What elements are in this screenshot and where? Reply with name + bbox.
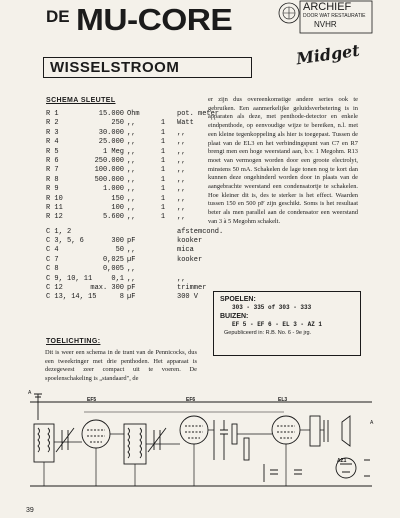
parts-row bbox=[46, 265, 208, 274]
parts-row bbox=[46, 227, 224, 237]
parts-designator: C 1, 2 bbox=[46, 227, 72, 236]
parts-designator: R 2 bbox=[46, 119, 59, 128]
notes-title: TOELICHTING: bbox=[46, 338, 101, 345]
parts-value: 250.000 bbox=[94, 156, 124, 165]
parts-watt: 1 bbox=[160, 213, 166, 222]
parts-row bbox=[46, 204, 208, 213]
parts-designator: C 3, 5, 6 bbox=[46, 237, 84, 246]
tube-label-ef5: EF5 bbox=[87, 397, 97, 403]
parts-type: afstemcond. bbox=[177, 227, 224, 236]
parts-designator: R 7 bbox=[46, 166, 59, 175]
parts-value: 25.000 bbox=[98, 138, 124, 147]
parts-unit: ,, bbox=[127, 138, 136, 147]
parts-unit: ,, bbox=[127, 274, 136, 283]
parts-unit: ,, bbox=[127, 119, 136, 128]
parts-unit: ,, bbox=[127, 246, 136, 255]
handwritten-note: Midget bbox=[294, 40, 361, 69]
parts-designator: C 12 bbox=[46, 284, 63, 293]
antenna-label: A bbox=[28, 390, 32, 396]
parts-watt: 1 bbox=[160, 185, 166, 194]
parts-type: kooker bbox=[177, 237, 203, 246]
parts-designator: R 4 bbox=[46, 138, 59, 147]
parts-unit: Ohm bbox=[127, 110, 140, 118]
parts-watt: 1 bbox=[160, 175, 166, 184]
parts-row bbox=[46, 213, 208, 222]
stamp-title: ARCHIEF bbox=[303, 1, 352, 13]
parts-value: 250 bbox=[111, 119, 124, 128]
parts-type: 300 V bbox=[177, 293, 199, 302]
parts-value: 0,025 bbox=[102, 255, 124, 264]
parts-watt bbox=[151, 110, 175, 119]
parts-row bbox=[46, 119, 208, 128]
parts-unit: ,, bbox=[127, 185, 136, 194]
parts-unit: ,, bbox=[127, 128, 136, 137]
parts-type: ,, bbox=[177, 138, 186, 147]
notes-text: Dit is weer een schema in de trant van de Pennicocks, dus een tweekringer met drie penthoden. Het apparaat is dezegewest zeer compact uit te voeren. De spoelenschakeling is „standaard", de bbox=[45, 349, 197, 383]
parts-value: 100.000 bbox=[94, 166, 124, 175]
parts-value: 300 bbox=[111, 237, 124, 246]
parts-watt: 1 bbox=[160, 138, 166, 147]
parts-type: ,, bbox=[177, 175, 186, 184]
parts-unit: ,, bbox=[127, 194, 136, 203]
parts-row bbox=[46, 148, 208, 157]
parts-row bbox=[46, 284, 208, 293]
publication-note: Gepubliceerd in: R.B. No. 6 - 9e jrg. bbox=[224, 330, 312, 336]
parts-value: 0,1 bbox=[111, 274, 124, 283]
parts-unit: ,, bbox=[127, 156, 136, 165]
brand-title: MU-CORE bbox=[76, 2, 233, 37]
earth-label: A bbox=[370, 420, 374, 426]
parts-value: 150 bbox=[111, 194, 124, 203]
parts-unit: ,, bbox=[127, 147, 136, 156]
parts-type: ,, bbox=[177, 166, 186, 175]
tubes-value: EF 5 - EF 6 - EL 3 - AZ 1 bbox=[232, 321, 323, 328]
parts-designator: R 8 bbox=[46, 175, 59, 184]
parts-unit: pF bbox=[127, 237, 136, 246]
parts-type: ,, bbox=[177, 194, 186, 203]
parts-value: 1 Meg bbox=[102, 147, 124, 156]
parts-list-title: SCHEMA SLEUTEL bbox=[46, 97, 116, 104]
spec-box bbox=[213, 291, 361, 356]
parts-type: ,, bbox=[177, 147, 186, 156]
tube-label-ef6: EF6 bbox=[186, 397, 196, 403]
coils-label: SPOELEN: bbox=[220, 296, 256, 303]
parts-row bbox=[46, 176, 208, 185]
circuit-schematic bbox=[24, 390, 378, 500]
parts-type: ,, bbox=[177, 156, 186, 165]
parts-unit: ,, bbox=[127, 203, 136, 212]
parts-watt: 1 bbox=[160, 194, 166, 203]
parts-designator: R 1 bbox=[46, 110, 59, 118]
parts-type: Watt bbox=[177, 119, 194, 128]
parts-value: 1.000 bbox=[102, 185, 124, 194]
parts-designator: R 11 bbox=[46, 203, 63, 212]
parts-watt bbox=[151, 293, 175, 302]
parts-watt bbox=[151, 246, 175, 255]
parts-unit: pF bbox=[127, 284, 136, 293]
coils-value: 303 - 335 of 303 - 333 bbox=[232, 304, 312, 311]
parts-designator: C 4 bbox=[46, 246, 59, 255]
parts-type: pot. meter bbox=[177, 110, 220, 118]
parts-watt: 1 bbox=[160, 147, 166, 156]
parts-unit: ,, bbox=[127, 166, 136, 175]
parts-designator: R 6 bbox=[46, 156, 59, 165]
parts-value: 30.000 bbox=[98, 128, 124, 137]
parts-designator: C 7 bbox=[46, 255, 59, 264]
parts-unit: ,, bbox=[127, 265, 136, 274]
parts-type: trimmer bbox=[177, 284, 207, 293]
parts-watt: 1 bbox=[160, 128, 166, 137]
parts-row bbox=[46, 110, 220, 119]
parts-watt: 1 bbox=[160, 166, 166, 175]
parts-designator: C 13, 14, 15 bbox=[46, 293, 97, 302]
parts-value: 500.000 bbox=[94, 175, 124, 184]
parts-value bbox=[78, 228, 124, 237]
stamp-line2: NVHR bbox=[314, 20, 337, 29]
parts-value: 8 bbox=[119, 293, 124, 302]
parts-unit: ,, bbox=[127, 213, 136, 222]
parts-value: 50 bbox=[115, 246, 124, 255]
parts-watt bbox=[151, 284, 175, 293]
parts-designator: C 9, 10, 11 bbox=[46, 274, 93, 283]
tube-label-el3: EL3 bbox=[278, 397, 288, 403]
parts-type: mica bbox=[177, 246, 194, 255]
parts-list bbox=[46, 110, 224, 303]
parts-designator: R 3 bbox=[46, 128, 59, 137]
parts-unit bbox=[124, 228, 151, 237]
parts-value: 15.000 bbox=[98, 110, 124, 118]
parts-row bbox=[46, 157, 208, 166]
description-text: er zijn dus overeenkomstige andere series ook te gebruiken. Een aanmerkelijke geluidsverbetering is in apparaten als deze, met penthode-detector en enkele eindpenthode, op eenvoudige wijze te bereiken, n.l. met een kleine tegenkoppeling als hier is toegepast. Tussen de plaat van de EL3 en het verbindingspunt van C7 en R7 brengt men een hoge weerstand aan, b.v. 1 Megohm. R13 moet van vermogen worden door een groote electrolyt, minstens 50 mA. Schakelen de lage tonen nog te kort dan kunnen deze ongehinderd worden door in plaats van de aangebrachte weerstand een condensatortje te schakelen. Hoe kleiner dit is, des te sterker is het effect. Waarden tussen 150 en 500 pF zijn geschikt. Soms is het resultaat beter als men parallel aan de condensator een weerstand van 3 à 5 Megohm schakelt. bbox=[208, 96, 358, 225]
parts-designator: R 12 bbox=[46, 213, 63, 222]
parts-watt bbox=[151, 275, 175, 284]
parts-watt: 1 bbox=[160, 119, 166, 128]
parts-type: ,, bbox=[177, 185, 186, 194]
parts-row bbox=[46, 195, 208, 204]
parts-unit: µF bbox=[127, 293, 136, 302]
page-number: 39 bbox=[26, 507, 34, 514]
parts-watt bbox=[151, 237, 175, 246]
stamp-line1: DOOR WAT RESTAURATIE bbox=[303, 13, 366, 19]
parts-row bbox=[46, 275, 208, 284]
parts-type bbox=[175, 265, 208, 274]
parts-type: ,, bbox=[177, 274, 186, 283]
parts-designator: R 10 bbox=[46, 194, 63, 203]
parts-type: ,, bbox=[177, 213, 186, 222]
parts-value: 5.600 bbox=[102, 213, 124, 222]
parts-type: ,, bbox=[177, 128, 186, 137]
parts-value: max. 300 bbox=[90, 284, 124, 293]
parts-type: ,, bbox=[177, 203, 186, 212]
parts-row bbox=[46, 246, 208, 255]
parts-row bbox=[46, 185, 208, 194]
parts-unit: ,, bbox=[127, 175, 136, 184]
parts-row bbox=[46, 237, 208, 246]
parts-row bbox=[46, 129, 208, 138]
parts-value: 100 bbox=[111, 203, 124, 212]
tube-label-az1: AZ1 bbox=[337, 458, 347, 464]
parts-watt bbox=[151, 228, 175, 237]
parts-watt bbox=[151, 265, 175, 274]
parts-row bbox=[46, 138, 208, 147]
parts-watt: 1 bbox=[160, 203, 166, 212]
parts-type: kooker bbox=[177, 255, 203, 264]
tubes-label: BUIZEN: bbox=[220, 313, 249, 320]
parts-watt: 1 bbox=[160, 156, 166, 165]
parts-designator: R 5 bbox=[46, 147, 59, 156]
parts-watt bbox=[151, 256, 175, 265]
parts-row bbox=[46, 166, 208, 175]
parts-value: 0,005 bbox=[102, 265, 124, 274]
brand-prefix: DE bbox=[46, 7, 70, 26]
parts-designator: C 8 bbox=[46, 265, 59, 274]
parts-row bbox=[46, 293, 208, 302]
parts-unit: µF bbox=[127, 255, 136, 264]
subtitle: WISSELSTROOM bbox=[50, 59, 180, 76]
parts-row bbox=[46, 256, 208, 265]
parts-designator: R 9 bbox=[46, 185, 59, 194]
